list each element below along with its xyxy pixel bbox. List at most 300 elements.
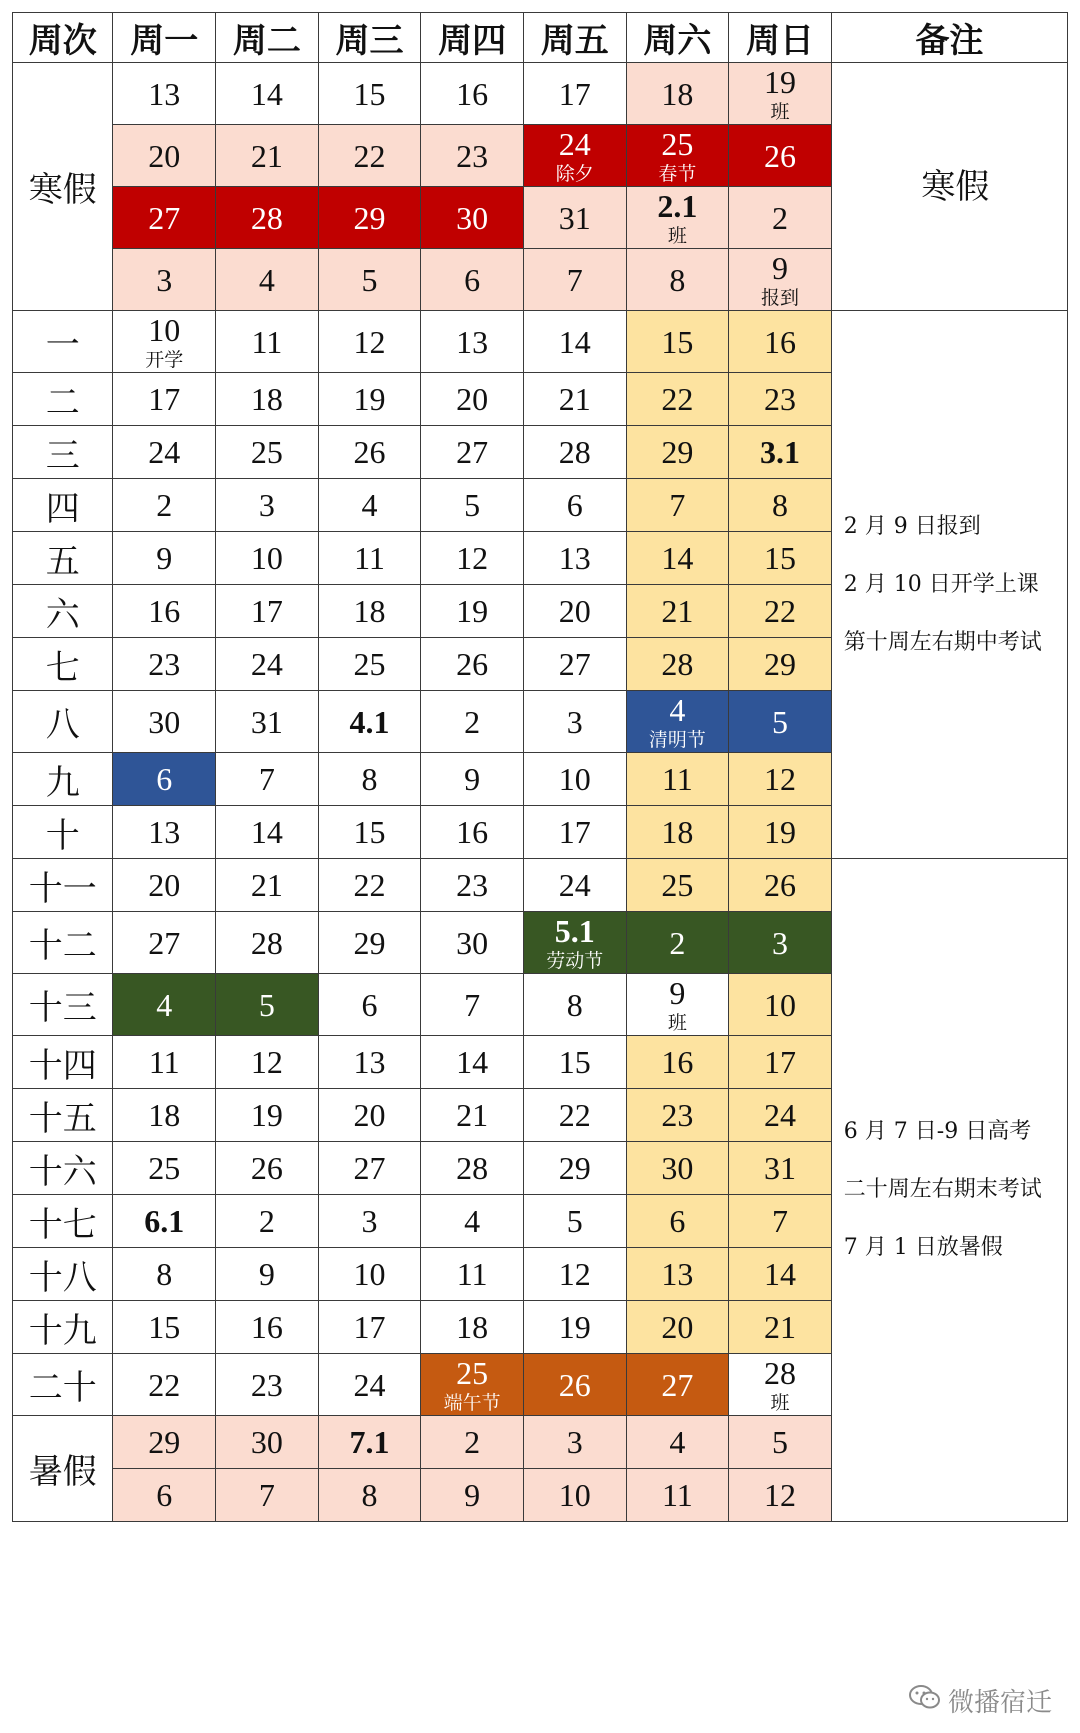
- day-number: 24: [250, 646, 283, 682]
- header-thu: 周四: [421, 13, 524, 63]
- day-cell: [626, 125, 729, 187]
- day-number: 28: [661, 646, 694, 682]
- day-note: 清明节: [648, 728, 706, 751]
- day-number: 4: [361, 487, 378, 523]
- day-cell: [626, 1089, 729, 1142]
- day-cell: [626, 753, 729, 806]
- day-cell: [318, 912, 421, 974]
- day-number: 17: [763, 1044, 796, 1080]
- day-cell: [421, 249, 524, 311]
- day-number: 27: [661, 1366, 694, 1403]
- week-number: 十三: [13, 974, 113, 1036]
- day-number: 7: [258, 761, 275, 797]
- day-number: 23: [250, 1366, 283, 1403]
- day-number: 27: [148, 199, 181, 236]
- day-number: 13: [456, 323, 489, 360]
- day-number: 27: [558, 646, 591, 682]
- week-number: 九: [13, 753, 113, 806]
- day-cell: [113, 1301, 216, 1354]
- day-note: 报到: [760, 286, 799, 309]
- day-cell: [318, 1089, 421, 1142]
- day-cell: [216, 1354, 319, 1416]
- day-number: 28: [763, 1354, 796, 1391]
- day-cell: [318, 311, 421, 373]
- day-cell: [318, 1301, 421, 1354]
- day-cell: [421, 479, 524, 532]
- day-number: 16: [763, 323, 796, 360]
- day-number: 6: [156, 1477, 173, 1513]
- day-cell: [421, 691, 524, 753]
- day-number: 9: [156, 540, 173, 576]
- week-number: 六: [13, 585, 113, 638]
- day-cell: [421, 1142, 524, 1195]
- day-number: 6: [464, 261, 481, 298]
- day-cell: [729, 249, 832, 311]
- day-number: 10: [250, 540, 283, 576]
- day-cell: [523, 1142, 626, 1195]
- day-number: 3: [361, 1203, 378, 1239]
- remark-line: 二十周左右期末考试: [843, 1177, 1042, 1202]
- day-cell: [113, 532, 216, 585]
- day-number: 22: [763, 593, 796, 629]
- day-number: 4.1: [349, 703, 390, 740]
- day-number: 12: [558, 1256, 591, 1292]
- day-number: 10: [558, 761, 591, 797]
- day-number: 6.1: [144, 1203, 185, 1239]
- day-cell: [421, 974, 524, 1036]
- day-cell: [523, 63, 626, 125]
- day-number: 21: [250, 137, 283, 174]
- day-cell: [216, 1416, 319, 1469]
- day-note: 春节: [658, 162, 697, 185]
- day-number: 3: [156, 261, 173, 298]
- header-week: 周次: [13, 13, 113, 63]
- day-number: 5.1: [554, 912, 595, 949]
- day-cell: [113, 638, 216, 691]
- day-cell: [318, 1416, 421, 1469]
- day-number: 19: [763, 814, 796, 850]
- day-number: 2: [156, 487, 173, 523]
- day-cell: [421, 426, 524, 479]
- day-cell: [729, 974, 832, 1036]
- day-number: 5: [771, 1424, 788, 1460]
- day-cell: [626, 187, 729, 249]
- day-number: 16: [456, 75, 489, 112]
- day-number: 16: [148, 593, 181, 629]
- day-cell: [318, 806, 421, 859]
- day-cell: [523, 1248, 626, 1301]
- day-number: 16: [250, 1309, 283, 1345]
- day-cell: [421, 1354, 524, 1416]
- day-cell: [318, 585, 421, 638]
- day-cell: [216, 63, 319, 125]
- day-number: 31: [250, 703, 283, 740]
- remark-line: 第十周左右期中考试: [843, 629, 1042, 655]
- day-cell: [216, 691, 319, 753]
- day-cell: [216, 1089, 319, 1142]
- day-number: 20: [661, 1309, 694, 1345]
- day-cell: [421, 753, 524, 806]
- day-cell: [523, 1195, 626, 1248]
- day-number: 13: [661, 1256, 694, 1292]
- week-number: 五: [13, 532, 113, 585]
- week-number: 十七: [13, 1195, 113, 1248]
- day-cell: [113, 912, 216, 974]
- day-cell: [421, 585, 524, 638]
- day-number: 3: [771, 924, 788, 961]
- day-cell: [729, 585, 832, 638]
- day-number: 31: [763, 1150, 796, 1186]
- day-cell: [216, 1142, 319, 1195]
- day-number: 6: [156, 761, 173, 797]
- day-cell: [729, 479, 832, 532]
- day-number: 21: [558, 381, 591, 417]
- day-cell: [626, 249, 729, 311]
- day-note: 端午节: [443, 1391, 501, 1414]
- day-cell: [523, 1301, 626, 1354]
- day-note: 除夕: [555, 162, 594, 185]
- day-number: 5: [361, 261, 378, 298]
- day-number: 28: [250, 199, 283, 236]
- day-number: 30: [661, 1150, 694, 1186]
- day-number: 21: [250, 867, 283, 903]
- day-cell: [421, 373, 524, 426]
- day-cell: [421, 859, 524, 912]
- day-cell: [523, 1354, 626, 1416]
- day-cell: [421, 1195, 524, 1248]
- week-number: 十五: [13, 1089, 113, 1142]
- day-number: 2: [669, 924, 686, 961]
- day-number: 6: [669, 1203, 686, 1239]
- day-number: 29: [558, 1150, 591, 1186]
- day-number: 15: [353, 75, 386, 112]
- day-cell: [216, 585, 319, 638]
- week-number: 十八: [13, 1248, 113, 1301]
- day-number: 12: [456, 540, 489, 576]
- day-number: 10: [558, 1477, 591, 1513]
- day-number: 20: [148, 867, 181, 903]
- day-number: 25: [661, 125, 694, 162]
- day-number: 23: [661, 1097, 694, 1133]
- day-cell: [216, 912, 319, 974]
- day-number: 11: [456, 1256, 488, 1292]
- day-cell: [113, 373, 216, 426]
- day-cell: [421, 125, 524, 187]
- day-number: 8: [361, 761, 378, 797]
- week-number: 十四: [13, 1036, 113, 1089]
- day-cell: [729, 753, 832, 806]
- week-number: 三: [13, 426, 113, 479]
- day-number: 30: [456, 199, 489, 236]
- day-cell: [523, 1416, 626, 1469]
- day-cell: [216, 974, 319, 1036]
- school-calendar-table: [12, 12, 1068, 1522]
- day-cell: [113, 426, 216, 479]
- day-cell: [626, 585, 729, 638]
- day-cell: [113, 1195, 216, 1248]
- day-number: 11: [148, 1044, 180, 1080]
- week-row: [13, 63, 1068, 125]
- day-cell: [729, 1248, 832, 1301]
- day-number: 26: [763, 867, 796, 903]
- day-cell: [318, 1248, 421, 1301]
- day-number: 9: [258, 1256, 275, 1292]
- day-number: 16: [456, 814, 489, 850]
- week-number: 十一: [13, 859, 113, 912]
- day-cell: [626, 1354, 729, 1416]
- day-cell: [626, 1142, 729, 1195]
- remark-line: 6 月 7 日-9 日高考: [843, 1119, 1032, 1144]
- day-cell: [216, 311, 319, 373]
- day-cell: [421, 1248, 524, 1301]
- day-number: 17: [250, 593, 283, 629]
- day-number: 29: [353, 199, 386, 236]
- day-number: 26: [353, 434, 386, 470]
- day-number: 28: [250, 924, 283, 961]
- day-cell: [729, 125, 832, 187]
- day-number: 15: [353, 814, 386, 850]
- day-number: 5: [771, 703, 788, 740]
- day-cell: [626, 373, 729, 426]
- day-cell: [626, 1469, 729, 1522]
- day-cell: [729, 426, 832, 479]
- day-cell: [421, 806, 524, 859]
- day-cell: [523, 532, 626, 585]
- day-number: 24: [763, 1097, 796, 1133]
- day-number: 11: [661, 761, 693, 797]
- day-cell: [216, 638, 319, 691]
- remark-winter: 寒假: [831, 63, 1067, 311]
- day-cell: [729, 1416, 832, 1469]
- day-cell: [216, 806, 319, 859]
- day-number: 14: [250, 75, 283, 112]
- day-note: 开学: [145, 348, 184, 371]
- day-cell: [113, 806, 216, 859]
- day-number: 17: [148, 381, 181, 417]
- week-row: [13, 859, 1068, 912]
- day-cell: [523, 1036, 626, 1089]
- remark-line: 7 月 1 日放暑假: [843, 1235, 1003, 1260]
- day-cell: [421, 638, 524, 691]
- day-number: 11: [661, 1477, 693, 1513]
- day-number: 9: [464, 761, 481, 797]
- day-cell: [421, 311, 524, 373]
- day-cell: [729, 912, 832, 974]
- day-cell: [523, 806, 626, 859]
- day-cell: [216, 859, 319, 912]
- day-cell: [113, 187, 216, 249]
- day-cell: [729, 1301, 832, 1354]
- day-number: 11: [251, 323, 283, 360]
- day-cell: [113, 1469, 216, 1522]
- wechat-icon: [908, 1684, 942, 1717]
- day-number: 26: [558, 1366, 591, 1403]
- day-number: 7: [669, 487, 686, 523]
- watermark: [908, 1682, 1052, 1719]
- day-cell: [216, 479, 319, 532]
- day-number: 23: [763, 381, 796, 417]
- day-cell: [626, 859, 729, 912]
- day-number: 25: [148, 1150, 181, 1186]
- day-cell: [421, 1469, 524, 1522]
- day-cell: [523, 1469, 626, 1522]
- day-number: 26: [763, 137, 796, 174]
- day-number: 9: [464, 1477, 481, 1513]
- day-number: 29: [661, 434, 694, 470]
- day-cell: [523, 859, 626, 912]
- day-number: 15: [148, 1309, 181, 1345]
- day-cell: [729, 63, 832, 125]
- day-cell: [626, 691, 729, 753]
- day-note: 劳动节: [546, 949, 604, 972]
- day-number: 19: [763, 63, 796, 100]
- day-number: 8: [361, 1477, 378, 1513]
- day-cell: [421, 1036, 524, 1089]
- day-cell: [626, 806, 729, 859]
- day-number: 8: [566, 986, 583, 1023]
- day-cell: [113, 125, 216, 187]
- day-cell: [729, 691, 832, 753]
- day-cell: [523, 974, 626, 1036]
- day-number: 17: [558, 75, 591, 112]
- day-number: 19: [456, 593, 489, 629]
- day-cell: [729, 373, 832, 426]
- watermark-text: 微播宿迁: [947, 1688, 1052, 1718]
- day-number: 24: [558, 867, 591, 903]
- day-number: 13: [148, 75, 181, 112]
- day-number: 14: [763, 1256, 796, 1292]
- day-number: 24: [353, 1366, 386, 1403]
- day-number: 12: [763, 761, 796, 797]
- day-number: 3.1: [759, 434, 800, 470]
- day-cell: [113, 1089, 216, 1142]
- day-number: 17: [353, 1309, 386, 1345]
- day-number: 3: [566, 1424, 583, 1460]
- day-number: 10: [763, 986, 796, 1023]
- day-cell: [729, 806, 832, 859]
- day-cell: [318, 974, 421, 1036]
- day-cell: [318, 479, 421, 532]
- summer-break-label: 暑假: [13, 1416, 113, 1522]
- day-cell: [729, 311, 832, 373]
- day-cell: [523, 1089, 626, 1142]
- day-number: 6: [361, 986, 378, 1023]
- day-number: 18: [353, 593, 386, 629]
- day-cell: [318, 373, 421, 426]
- day-number: 18: [250, 381, 283, 417]
- day-note: 班: [667, 224, 687, 247]
- day-cell: [113, 311, 216, 373]
- day-number: 25: [353, 646, 386, 682]
- day-cell: [318, 1036, 421, 1089]
- week-row: [13, 311, 1068, 373]
- day-cell: [318, 638, 421, 691]
- calendar-body: [13, 63, 1068, 1522]
- day-number: 21: [763, 1309, 796, 1345]
- day-number: 5: [566, 1203, 583, 1239]
- day-cell: [216, 249, 319, 311]
- day-number: 15: [558, 1044, 591, 1080]
- day-cell: [626, 1248, 729, 1301]
- day-cell: [729, 1142, 832, 1195]
- day-cell: [523, 187, 626, 249]
- day-cell: [626, 426, 729, 479]
- day-number: 7: [258, 1477, 275, 1513]
- day-number: 4: [669, 691, 686, 728]
- day-number: 4: [258, 261, 275, 298]
- header-mon: 周一: [113, 13, 216, 63]
- day-cell: [318, 1469, 421, 1522]
- day-cell: [318, 125, 421, 187]
- day-number: 29: [353, 924, 386, 961]
- day-cell: [113, 1354, 216, 1416]
- day-cell: [113, 859, 216, 912]
- day-number: 23: [456, 867, 489, 903]
- day-number: 14: [661, 540, 694, 576]
- day-cell: [318, 532, 421, 585]
- day-number: 9: [669, 974, 686, 1011]
- day-cell: [318, 1354, 421, 1416]
- day-cell: [318, 691, 421, 753]
- day-cell: [318, 63, 421, 125]
- day-number: 20: [558, 593, 591, 629]
- week-number: 二: [13, 373, 113, 426]
- day-number: 5: [464, 487, 481, 523]
- day-cell: [113, 249, 216, 311]
- day-number: 22: [661, 381, 694, 417]
- day-cell: [523, 479, 626, 532]
- header-sat: 周六: [626, 13, 729, 63]
- day-number: 14: [456, 1044, 489, 1080]
- day-cell: [626, 912, 729, 974]
- header-row: [13, 13, 1068, 63]
- day-number: 13: [353, 1044, 386, 1080]
- day-cell: [421, 1089, 524, 1142]
- week-number: 七: [13, 638, 113, 691]
- day-cell: [421, 1301, 524, 1354]
- day-cell: [318, 249, 421, 311]
- day-cell: [113, 1142, 216, 1195]
- day-cell: [113, 1036, 216, 1089]
- day-number: 19: [558, 1309, 591, 1345]
- day-cell: [729, 638, 832, 691]
- day-number: 21: [456, 1097, 489, 1133]
- day-number: 17: [558, 814, 591, 850]
- day-number: 16: [661, 1044, 694, 1080]
- day-number: 20: [148, 137, 181, 174]
- day-cell: [216, 1248, 319, 1301]
- day-cell: [729, 859, 832, 912]
- day-number: 15: [661, 323, 694, 360]
- day-number: 23: [148, 646, 181, 682]
- day-note: 班: [770, 1391, 790, 1414]
- day-number: 31: [558, 199, 591, 236]
- day-cell: [216, 125, 319, 187]
- day-number: 18: [456, 1309, 489, 1345]
- day-number: 8: [669, 261, 686, 298]
- day-number: 26: [456, 646, 489, 682]
- day-cell: [113, 63, 216, 125]
- day-number: 23: [456, 137, 489, 174]
- day-number: 12: [250, 1044, 283, 1080]
- day-cell: [523, 125, 626, 187]
- day-number: 12: [763, 1477, 796, 1513]
- day-cell: [113, 974, 216, 1036]
- day-number: 8: [156, 1256, 173, 1292]
- day-cell: [216, 753, 319, 806]
- day-number: 24: [148, 434, 181, 470]
- day-number: 3: [566, 703, 583, 740]
